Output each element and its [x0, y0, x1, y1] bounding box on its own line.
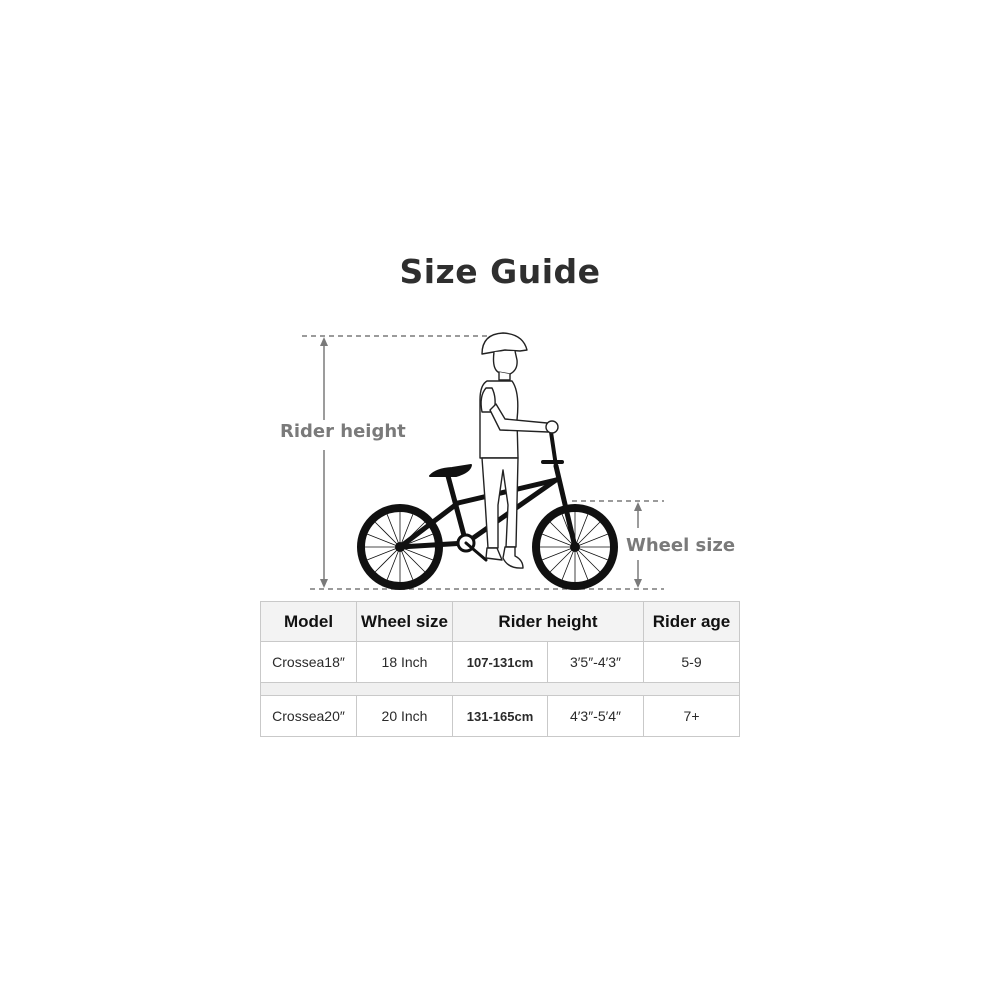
cell-height-cm: 107-131cm — [453, 642, 548, 683]
header-rider-height: Rider height — [453, 602, 644, 642]
cell-wheel-size: 18 Inch — [357, 642, 453, 683]
cell-age: 7+ — [644, 696, 740, 737]
cell-model: Crossea18″ — [261, 642, 357, 683]
cell-height-cm: 131-165cm — [453, 696, 548, 737]
cell-wheel-size: 20 Inch — [357, 696, 453, 737]
table-spacer-row — [261, 683, 740, 696]
header-rider-age: Rider age — [644, 602, 740, 642]
header-model: Model — [261, 602, 357, 642]
table-header-row — [261, 602, 740, 642]
rider-illustration — [480, 333, 558, 568]
size-table — [260, 601, 740, 737]
cell-height-ft: 4′3″-5′4″ — [548, 696, 644, 737]
cell-age: 5-9 — [644, 642, 740, 683]
rider-height-label: Rider height — [280, 421, 406, 442]
cell-model: Crossea20″ — [261, 696, 357, 737]
wheel-size-label: Wheel size — [626, 535, 736, 556]
table-row — [261, 642, 740, 683]
page-title: Size Guide — [399, 252, 601, 291]
header-wheel-size: Wheel size — [357, 602, 453, 642]
cell-height-ft: 3′5″-4′3″ — [548, 642, 644, 683]
table-row — [261, 696, 740, 737]
